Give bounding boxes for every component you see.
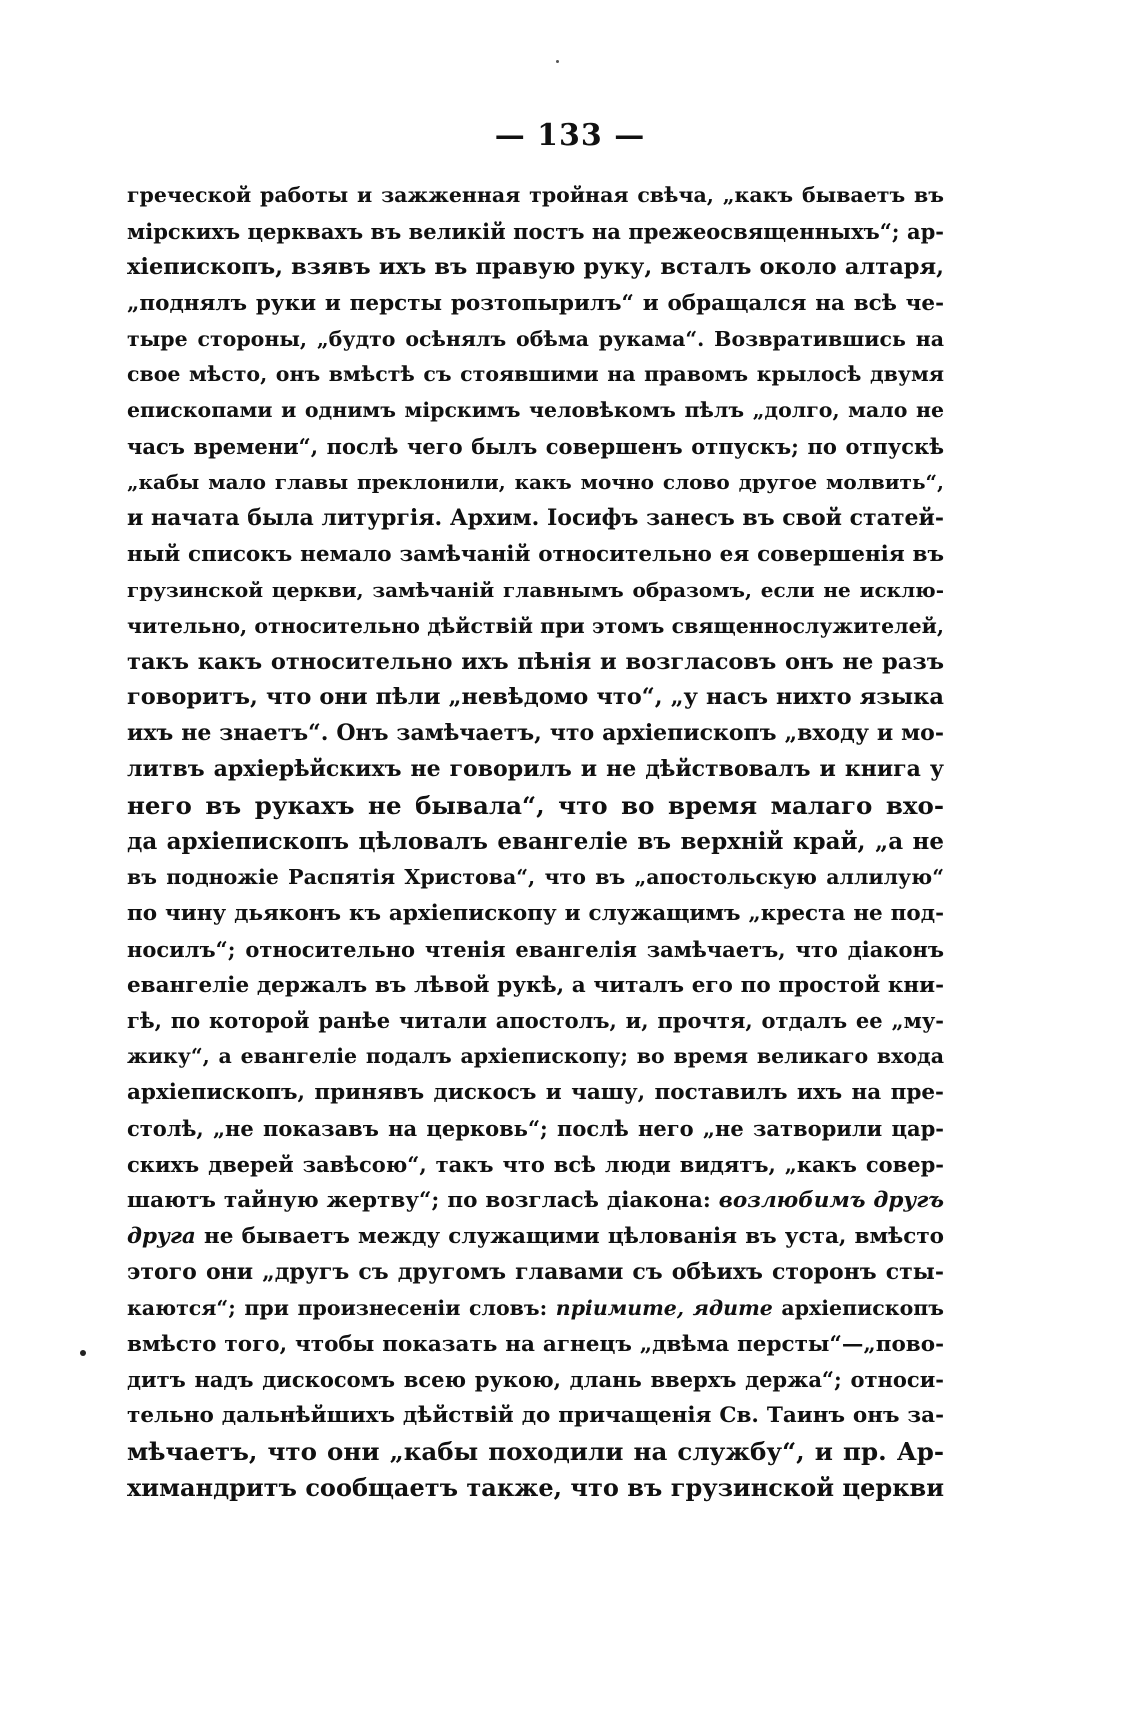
text-line [127,1291,944,1327]
text-run: такъ какъ относительно ихъ пѣнія и возгласовъ онъ не разъ [127,648,944,675]
text-line [127,860,944,896]
text-line [127,501,944,537]
text-run: гѣ, по которой ранѣе читали апостолъ, и, прочтя, отдалъ ее „му- [127,1008,944,1034]
text-line [127,1327,944,1363]
text-run: архіепископъ, принявъ дискосъ и чашу, поставилъ ихъ на пре- [127,1080,944,1106]
page-number: — 133 — [494,118,646,153]
text-line [127,788,944,824]
text-line [127,1434,944,1470]
text-line [127,465,944,501]
text-run: грузинской церкви, замѣчаній главнымъ образомъ, если не исклю- [127,577,944,602]
margin-dot [80,1350,86,1356]
text-line [127,609,944,645]
text-line [127,393,944,429]
text-line [127,932,944,968]
text-line [127,429,944,465]
italic-text-run: пріимите, ядите [555,1295,773,1320]
text-run: „кабы мало главы преклонили, какъ мочно слово другое молвить“, [127,470,944,495]
text-line [127,357,944,393]
scan-speck [556,60,559,63]
text-run: тыре стороны, „будто осѣнялъ обѣма рукама“. Возвратившись на [127,326,944,351]
text-line [127,824,944,860]
text-line [127,1362,944,1398]
text-run: евангеліе держалъ въ лѣвой рукѣ, а читалъ его по простой кни- [127,972,944,998]
text-run: него въ рукахъ не бывала“, что во время малаго вхо- [127,791,944,821]
text-run: архіепископъ [772,1295,944,1320]
text-line [127,573,944,609]
text-line [127,286,944,322]
text-line [127,214,944,250]
text-run: по чину дьяконъ къ архіепископу и служащимъ „креста не под- [127,900,944,926]
text-run: и начата была литургія. Архим. Іосифъ занесъ въ свой статей- [127,505,944,532]
text-line [127,716,944,752]
text-run: „поднялъ руки и персты розтопырилъ“ и обращался на всѣ че- [127,290,944,316]
text-run: часъ времени“, послѣ чего былъ совершенъ отпускъ; по отпускѣ [127,434,944,460]
text-line [127,537,944,573]
text-run: жику“, а евангеліе подалъ архіепископу; во время великаго входа [127,1044,944,1069]
text-run: химандритъ сообщаетъ также, что въ грузинской церкви [127,1473,944,1503]
italic-text-run: друга [127,1223,196,1249]
text-line [127,1183,944,1219]
text-line [127,680,944,716]
text-run: вмѣсто того, чтобы показать на агнецъ „двѣма персты“—„пово- [127,1331,944,1357]
text-line [127,752,944,788]
text-run: носилъ“; относительно чтенія евангелія замѣчаетъ, что діаконъ [127,936,944,962]
text-run: каются“; при произнесеніи словъ: [127,1295,556,1320]
text-run: тельно дальнѣйшихъ дѣйствій до причащенія Св. Таинъ онъ за- [127,1403,944,1429]
text-line [127,1219,944,1255]
text-run: въ подножіе Распятія Христова“, что въ „апостольскую аллилую“ [127,864,944,889]
text-run: мірскихъ церквахъ въ великій постъ на прежеосвященныхъ“; ар- [127,218,944,244]
text-run: свое мѣсто, онъ вмѣстѣ съ стоявшими на правомъ крылосѣ двумя [127,362,944,387]
text-run: говоритъ, что они пѣли „невѣдомо что“, „у насъ нихто языка [127,684,944,711]
body-text [127,178,944,1506]
text-line [127,1003,944,1039]
text-run: литвъ архіерѣйскихъ не говорилъ и не дѣйствовалъ и книга у [127,756,944,783]
text-line [127,896,944,932]
text-line [127,1398,944,1434]
text-run: скихъ дверей завѣсою“, такъ что всѣ люди видятъ, „какъ совер- [127,1152,944,1178]
text-run: ный списокъ немало замѣчаній относительно ея совершенія въ [127,541,944,567]
text-run: шаютъ тайную жертву“; по возгласѣ діакона: [127,1187,719,1213]
text-run: не бываетъ между служащими цѣлованія въ уста, вмѣсто [195,1223,944,1249]
text-line [127,1147,944,1183]
text-line [127,1075,944,1111]
text-line [127,968,944,1004]
text-line [127,645,944,681]
text-run: да архіепископъ цѣловалъ евангеліе въ верхній край, „а не [127,828,944,856]
text-run: этого они „другъ съ другомъ главами съ обѣихъ сторонъ сты- [127,1258,944,1285]
text-line [127,1255,944,1291]
text-line [127,178,944,214]
text-run: мѣчаетъ, что они „кабы походили на службу“, и пр. Ар- [127,1437,944,1467]
text-run: хіепископъ, взявъ ихъ въ правую руку, всталъ около алтаря, [127,253,944,280]
text-line [127,1470,944,1506]
text-line [127,1039,944,1075]
text-run: чительно, относительно дѣйствій при этомъ священнослужителей, [127,613,944,638]
text-run: ихъ не знаетъ“. Онъ замѣчаетъ, что архіепископъ „входу и мо- [127,720,944,747]
text-run: столѣ, „не показавъ на церковь“; послѣ него „не затворили цар- [127,1116,944,1142]
text-line [127,250,944,286]
text-line [127,322,944,358]
text-run: епископами и однимъ мірскимъ человѣкомъ пѣлъ „долго, мало не [127,398,944,423]
text-run: греческой работы и зажженная тройная свѣча, „какъ бываетъ въ [127,183,944,207]
text-line [127,1111,944,1147]
italic-text-run: возлюбимъ другъ [718,1187,944,1213]
text-run: дитъ надъ дискосомъ всею рукою, длань вверхъ держа“; относи- [127,1367,944,1393]
